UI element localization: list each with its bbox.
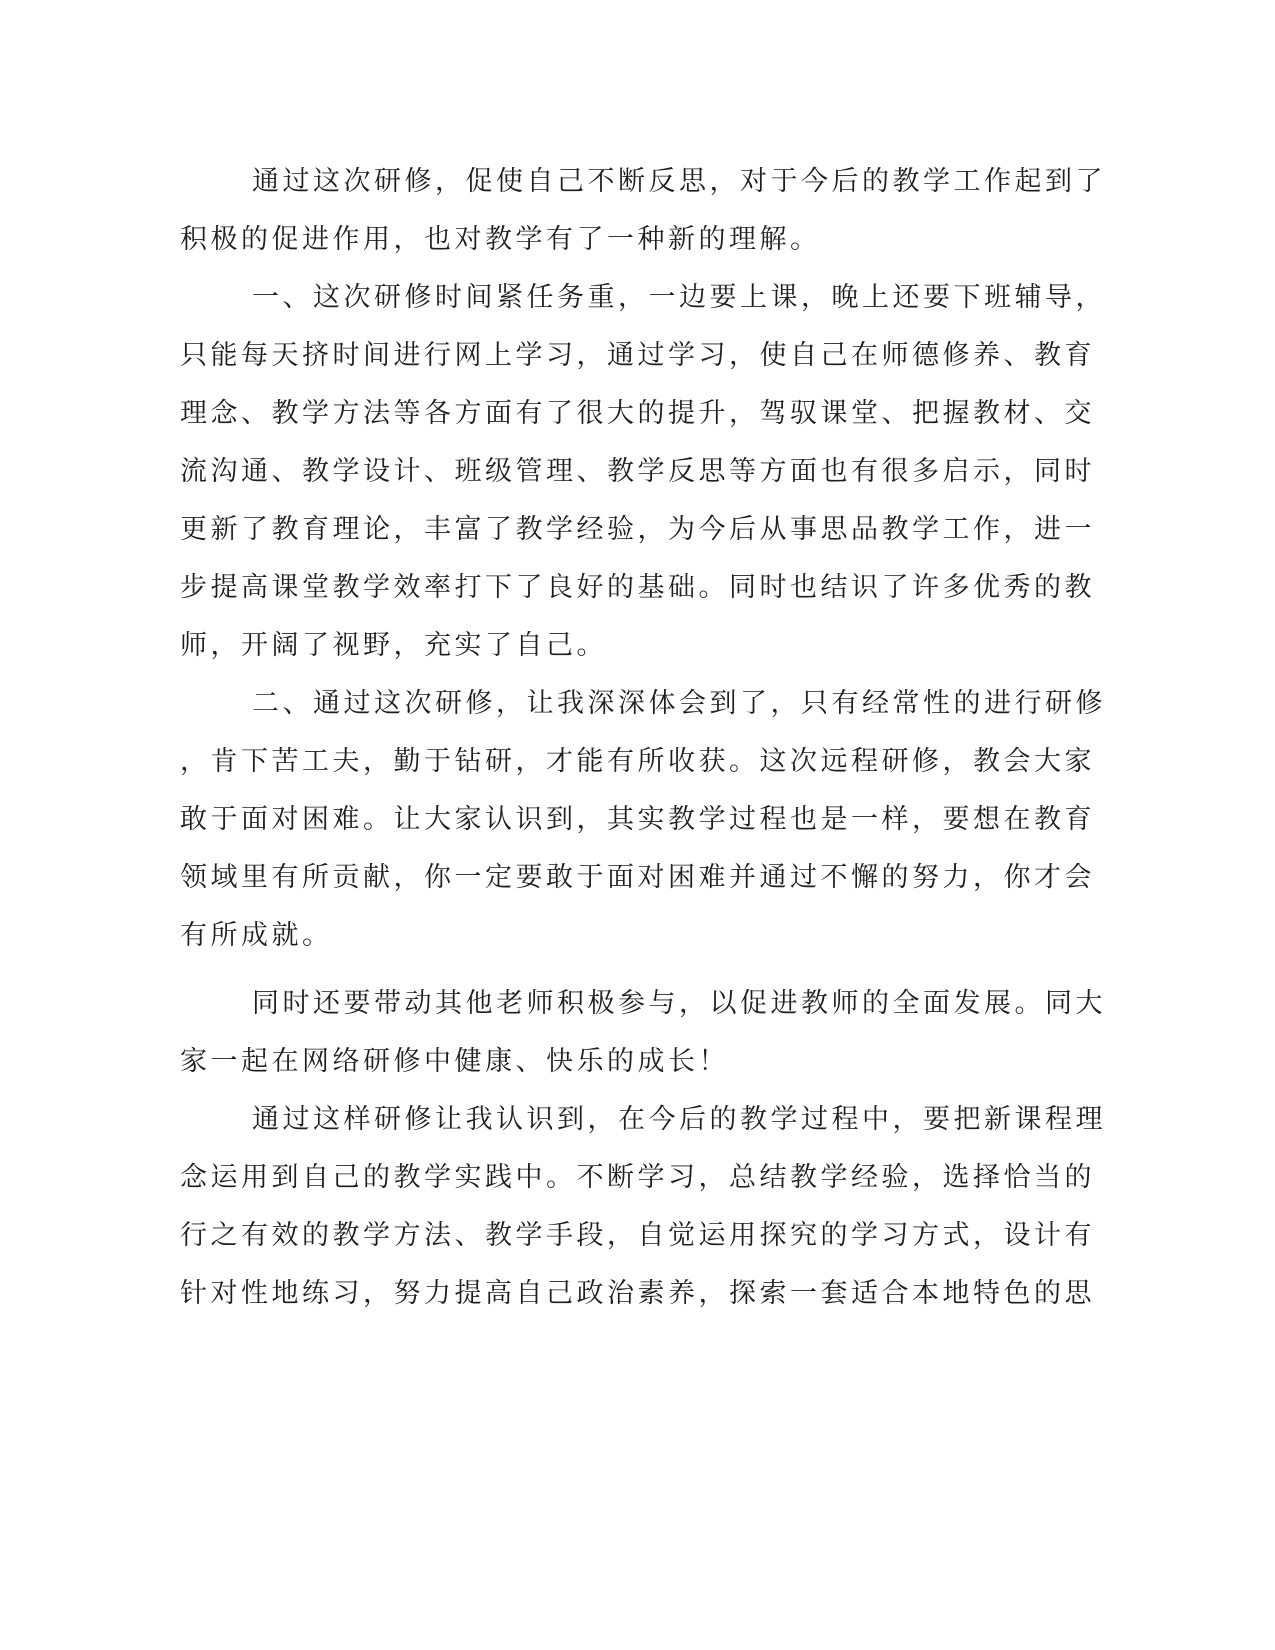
text-line: 只能每天挤时间进行网上学习，通过学习，使自己在师德修养、教育 [180,340,1095,371]
text-line: 针对性地练习，努力提高自己政治素养，探索一套适合本地特色的思 [180,1278,1095,1309]
text-line: 家一起在网络研修中健康、快乐的成长！ [180,1046,729,1077]
text-line: 理念、教学方法等各方面有了很大的提升，驾驭课堂、把握教材、交 [180,398,1095,429]
text-line: 流沟通、教学设计、班级管理、教学反思等方面也有很多启示，同时 [180,456,1095,487]
text-line: 更新了教育理论，丰富了教学经验，为今后从事思品教学工作，进一 [180,514,1095,545]
text-line: 步提高课堂教学效率打下了良好的基础。同时也结识了许多优秀的教 [180,572,1095,603]
text-line: ，肯下苦工夫，勤于钻研，才能有所收获。这次远程研修，教会大家 [180,746,1095,777]
text-line: 同时还要带动其他老师积极参与，以促进教师的全面发展。同大 [252,988,1106,1019]
text-line: 积极的促进作用，也对教学有了一种新的理解。 [180,224,821,255]
text-line: 领域里有所贡献，你一定要敢于面对困难并通过不懈的努力，你才会 [180,862,1095,893]
text-line: 师，开阔了视野，充实了自己。 [180,630,607,661]
text-line: 二、通过这次研修，让我深深体会到了，只有经常性的进行研修 [252,688,1106,719]
text-line: 一、这次研修时间紧任务重，一边要上课，晚上还要下班辅导， [252,282,1106,313]
text-line: 通过这样研修让我认识到，在今后的教学过程中，要把新课程理 [252,1104,1106,1135]
text-line: 有所成就。 [180,920,333,951]
text-line: 敢于面对困难。让大家认识到，其实教学过程也是一样，要想在教育 [180,804,1095,835]
text-line: 行之有效的教学方法、教学手段，自觉运用探究的学习方式，设计有 [180,1220,1095,1251]
text-line: 通过这次研修，促使自己不断反思，对于今后的教学工作起到了 [252,166,1106,197]
text-line: 念运用到自己的教学实践中。不断学习，总结教学经验，选择恰当的 [180,1162,1095,1193]
